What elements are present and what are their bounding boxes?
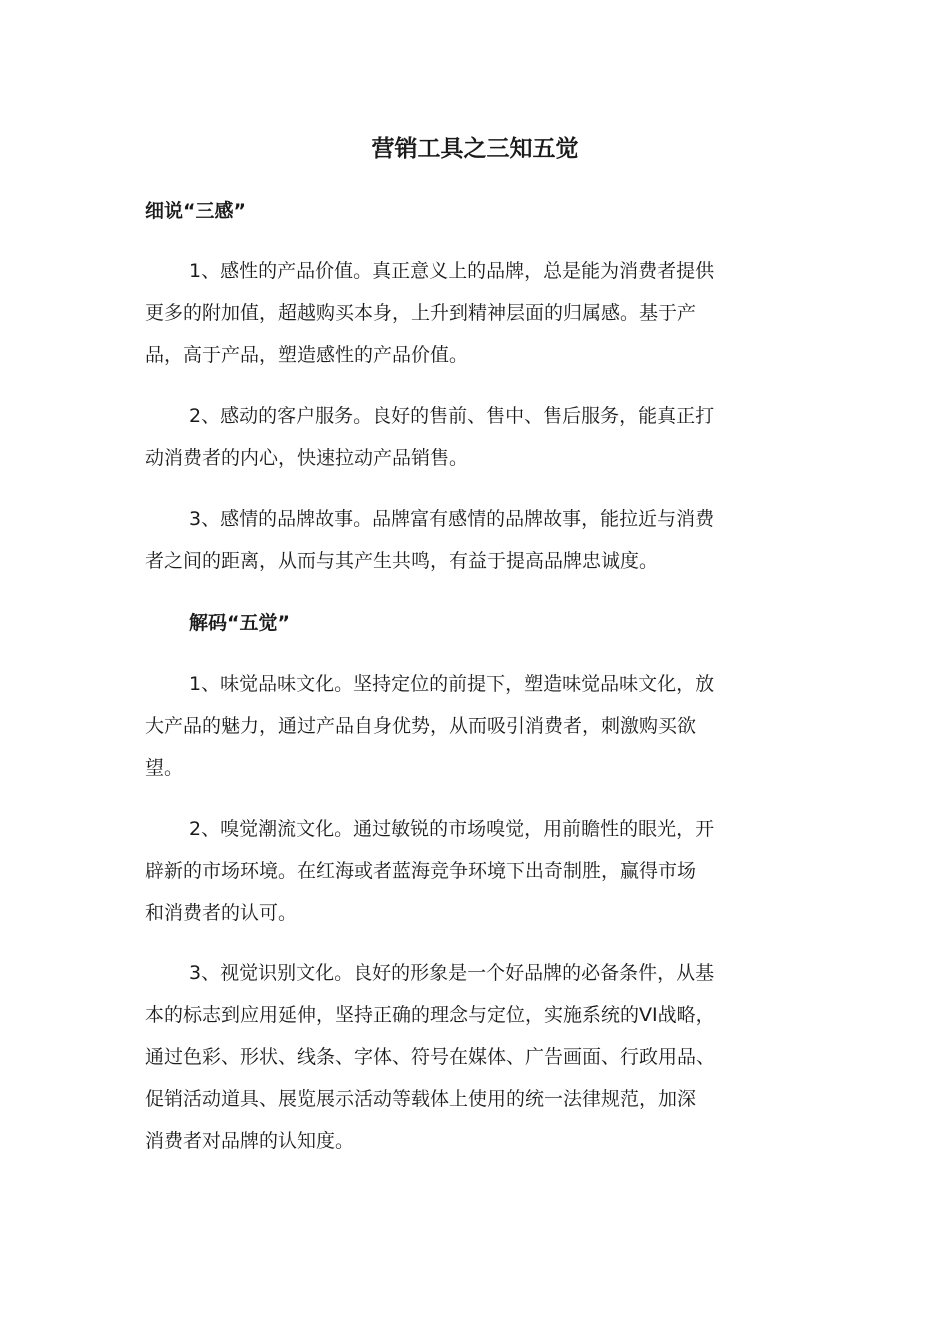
paragraph-emotional-product-value <box>145 250 815 376</box>
paragraph-line: 2、感动的客户服务。良好的售前、售中、售后服务，能真正打 <box>189 405 715 427</box>
paragraph-line: 1、味觉品味文化。坚持定位的前提下，塑造味觉品味文化，放 <box>189 673 715 695</box>
paragraph-line: 品，高于产品，塑造感性的产品价值。 <box>145 344 469 366</box>
paragraph-customer-service <box>145 395 815 479</box>
paragraph-brand-story <box>145 498 815 582</box>
paragraph-line: 通过色彩、形状、线条、字体、符号在媒体、广告画面、行政用品、 <box>145 1046 716 1068</box>
paragraph-line: 辟新的市场环境。在红海或者蓝海竞争环境下出奇制胜，赢得市场 <box>145 860 697 882</box>
paragraph-taste-culture <box>145 663 815 789</box>
paragraph-line: 1、感性的产品价值。真正意义上的品牌，总是能为消费者提供 <box>189 260 715 282</box>
paragraph-line: 动消费者的内心，快速拉动产品销售。 <box>145 447 469 469</box>
paragraph-line: 促销活动道具、展览展示活动等载体上使用的统一法律规范，加深 <box>145 1088 697 1110</box>
document-title: 营销工具之三知五觉 <box>371 136 579 162</box>
paragraph-line: 本的标志到应用延伸，坚持正确的理念与定位，实施系统的VI战略， <box>145 1004 715 1026</box>
paragraph-line: 大产品的魅力，通过产品自身优势，从而吸引消费者，刺激购买欲 <box>145 715 697 737</box>
paragraph-line: 2、嗅觉潮流文化。通过敏锐的市场嗅觉，用前瞻性的眼光，开 <box>189 818 715 840</box>
paragraph-line: 3、视觉识别文化。良好的形象是一个好品牌的必备条件，从基 <box>189 962 715 984</box>
paragraph-smell-culture <box>145 808 815 934</box>
paragraph-line: 消费者对品牌的认知度。 <box>145 1130 355 1152</box>
paragraph-line: 更多的附加值，超越购买本身，上升到精神层面的归属感。基于产 <box>145 302 697 324</box>
paragraph-line: 3、感情的品牌故事。品牌富有感情的品牌故事，能拉近与消费 <box>189 508 715 530</box>
paragraph-line: 望。 <box>145 757 184 779</box>
paragraph-line: 者之间的距离，从而与其产生共鸣，有益于提高品牌忠诚度。 <box>145 550 659 572</box>
paragraph-visual-identity-culture <box>145 952 815 1162</box>
section-heading-three-senses: 细说“三感” <box>145 200 246 222</box>
paragraph-line: 和消费者的认可。 <box>145 902 298 924</box>
section-heading-five-senses: 解码“五觉” <box>189 612 290 634</box>
